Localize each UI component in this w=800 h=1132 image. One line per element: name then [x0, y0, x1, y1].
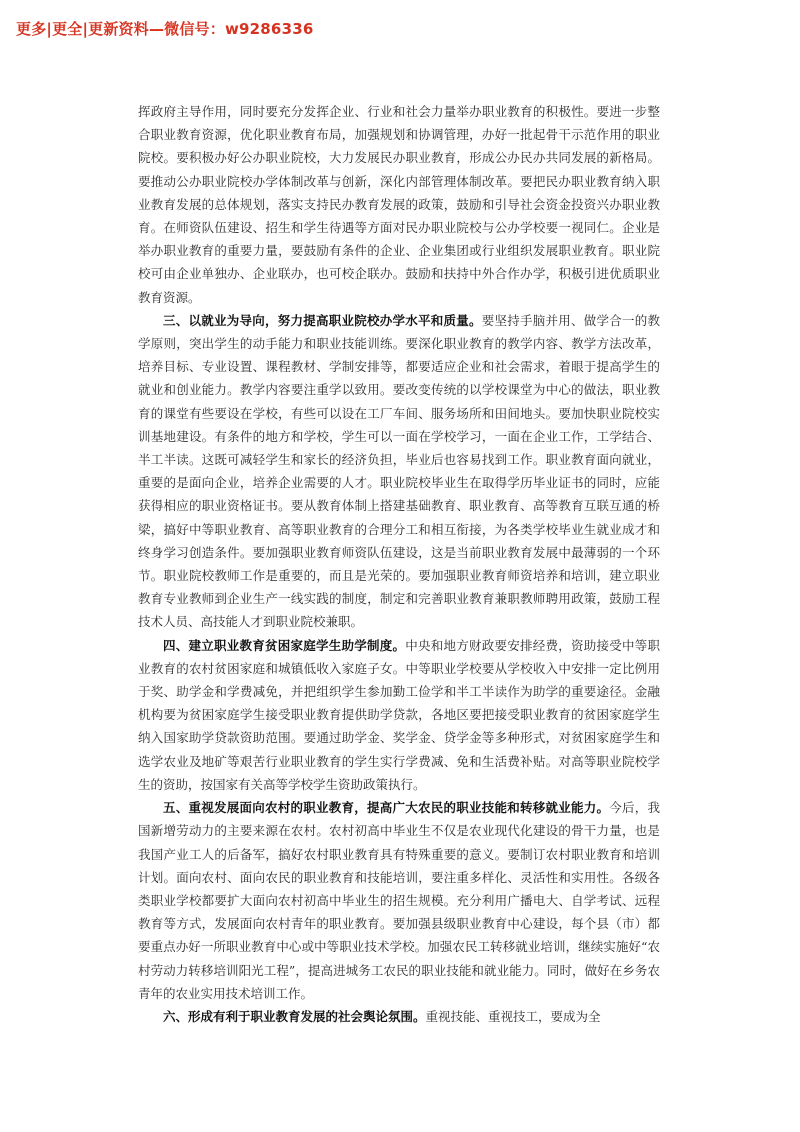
paragraph-section-6	[138, 1005, 660, 1028]
paragraph-text: 今后，我国新增劳动力的主要来源在农村。农村初高中毕业生不仅是农业现代化建设的骨干力量，也是我国产业工人的后备军，搞好农村职业教育具有特殊重要的意义。要制订农村职业教育和培训计划。面向农村、面向农民的职业教育和技能培训，要注重多样化、灵活性和实用性。各级各类职业学校都要扩大面向农村初高中毕业生的招生规模。充分利用广播电大、自学考试、远程教育等方式，发展面向农村青年的职业教育。要加强县级职业教育中心建设，每个县（市）都要重点办好一所职业教育中心或中等职业技术学校。加强农民工转移就业培训，继续实施好“农村劳动力转移培训阳光工程”，提高进城务工农民的职业技能和就业能力。同时，做好在乡务农青年的农业实用技术培训工作。	[138, 800, 660, 1001]
paragraph-text: 要坚持手脑并用、做学合一的教学原则，突出学生的动手能力和职业技能训练。要深化职业教育的教学内容、教学方法改革，培养目标、专业设置、课程教材、学制安排等，都要适应企业和社会需求，着眼于提高学生的就业和创业能力。教学内容要注重学以致用。要改变传统的以学校课堂为中心的做法，职业教育的课堂有些要设在学校，有些可以设在工厂车间、服务场所和田间地头。要加快职业院校实训基地建设。有条件的地方和学校，学生可以一面在学校学习，一面在企业工作，工学结合、半工半读。这既可减轻学生和家长的经济负担，毕业后也容易找到工作。职业教育面向就业，重要的是面向企业，培养企业需要的人才。职业院校毕业生在取得学历毕业证书的同时，应能获得相应的职业资格证书。要从教育体制上搭建基础教育、职业教育、高等教育互联互通的桥梁，搞好中等职业教育、高等职业教育的合理分工和相互衔接，为各类学校毕业生就业成才和终身学习创造条件。要加强职业教育师资队伍建设，这是当前职业教育发展中最薄弱的一个环节。职业院校教师工作是重要的，而且是光荣的。要加强职业教育师资培养和培训，建立职业教育专业教师到企业生产一线实践的制度，制定和完善职业教育兼职教师聘用政策，鼓励工程技术人员、高技能人才到职业院校兼职。	[138, 312, 660, 630]
paragraph-section-5	[138, 796, 660, 1005]
paragraph-section-4	[138, 634, 660, 796]
paragraph-continued	[138, 100, 660, 309]
document-body	[138, 100, 660, 1028]
section-heading: 五、重视发展面向农村的职业教育，提高广大农民的职业技能和转移就业能力。	[163, 800, 610, 816]
paragraph-text: 挥政府主导作用，同时要充分发挥企业、行业和社会力量举办职业教育的积极性。要进一步整合职业教育资源，优化职业教育布局，加强规划和协调管理，办好一批起骨干示范作用的职业院校。要积极办好公办职业院校，大力发展民办职业教育，形成公办民办共同发展的新格局。要推动公办职业院校办学体制改革与创新，深化内部管理体制改革。要把民办职业教育纳入职业教育发展的总体规划，落实支持民办教育发展的政策，鼓励和引导社会资金投资兴办职业教育。在师资队伍建设、招生和学生待遇等方面对民办职业院校与公办学校要一视同仁。企业是举办职业教育的重要力量，要鼓励有条件的企业、企业集团或行业组织发展职业教育。职业院校可由企业单独办、企业联办，也可校企联办。鼓励和扶持中外合作办学，积极引进优质职业教育资源。	[138, 104, 660, 305]
watermark-text: 更多|更全|更新资料—微信号：w9286336	[16, 20, 314, 38]
section-heading: 六、形成有利于职业教育发展的社会舆论氛围。	[163, 1008, 426, 1024]
section-heading: 三、以就业为导向，努力提高职业院校办学水平和质量。	[163, 312, 482, 328]
paragraph-section-3	[138, 309, 660, 634]
section-heading: 四、建立职业教育贫困家庭学生助学制度。	[163, 637, 406, 653]
paragraph-text: 重视技能、重视技工，要成为全	[425, 1008, 601, 1024]
paragraph-text: 中央和地方财政要安排经费，资助接受中等职业教育的农村贫困家庭和城镇低收入家庭子女。中等职业学校要从学校收入中安排一定比例用于奖、助学金和学费减免，并把组织学生参加勤工俭学和半工半读作为助学的重要途径。金融机构要为贫困家庭学生接受职业教育提供助学贷款，各地区要把接受职业教育的贫困家庭学生纳入国家助学贷款资助范围。要通过助学金、奖学金、贷学金等多种形式，对贫困家庭学生和选学农业及地矿等艰苦行业职业教育的学生实行学费减、免和生活费补贴。对高等职业院校学生的资助，按国家有关高等学校学生资助政策执行。	[138, 637, 660, 792]
